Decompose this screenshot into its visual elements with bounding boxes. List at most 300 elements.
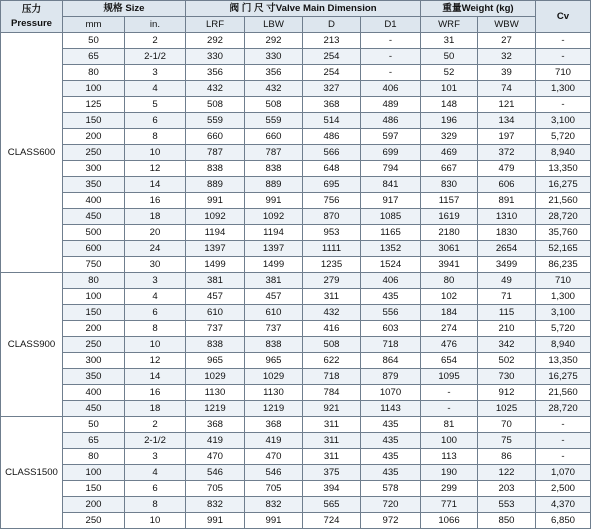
weight-bw-cell: 49 (478, 273, 536, 289)
dim-d1-cell: 489 (361, 97, 421, 113)
size-in-cell: 10 (125, 513, 186, 529)
dim-d1-cell: 1352 (361, 241, 421, 257)
sub-header-lbw: LBW (245, 17, 303, 33)
size-mm-cell: 200 (63, 321, 125, 337)
size-in-cell: 18 (125, 209, 186, 225)
dim-d-cell: 718 (303, 369, 361, 385)
size-mm-cell: 80 (63, 273, 125, 289)
dim-d-cell: 311 (303, 449, 361, 465)
table-row (1, 449, 591, 465)
dim-d-cell: 870 (303, 209, 361, 225)
weight-bw-cell: 71 (478, 289, 536, 305)
cv-value-cell: 710 (536, 65, 591, 81)
dim-d-cell: 508 (303, 337, 361, 353)
length-bw-cell: 991 (245, 513, 303, 529)
weight-bw-cell: 850 (478, 513, 536, 529)
cv-value-cell: 4,370 (536, 497, 591, 513)
cv-value-cell: 28,720 (536, 209, 591, 225)
length-bw-cell: 559 (245, 113, 303, 129)
weight-bw-cell: 1025 (478, 401, 536, 417)
length-bw-cell: 737 (245, 321, 303, 337)
weight-rf-cell: 100 (421, 433, 478, 449)
table-row (1, 225, 591, 241)
table-row (1, 113, 591, 129)
length-bw-cell: 1092 (245, 209, 303, 225)
dim-d1-cell: 917 (361, 193, 421, 209)
weight-bw-cell: 70 (478, 417, 536, 433)
length-rf-cell: 991 (186, 193, 245, 209)
weight-bw-cell: 1310 (478, 209, 536, 225)
weight-rf-cell: 1066 (421, 513, 478, 529)
weight-bw-cell: 197 (478, 129, 536, 145)
weight-rf-cell: 148 (421, 97, 478, 113)
cv-value-cell: 1,300 (536, 81, 591, 97)
cv-value-cell: 13,350 (536, 353, 591, 369)
weight-bw-cell: 479 (478, 161, 536, 177)
dim-d-cell: 724 (303, 513, 361, 529)
dim-d-cell: 327 (303, 81, 361, 97)
table-row (1, 321, 591, 337)
cv-value-cell: 21,560 (536, 193, 591, 209)
dim-d1-cell: 435 (361, 465, 421, 481)
size-in-cell: 12 (125, 161, 186, 177)
cv-value-cell: 16,275 (536, 369, 591, 385)
dim-d1-cell: 841 (361, 177, 421, 193)
size-mm-cell: 50 (63, 33, 125, 49)
dim-d1-cell: 1070 (361, 385, 421, 401)
weight-bw-cell: 502 (478, 353, 536, 369)
length-bw-cell: 368 (245, 417, 303, 433)
dim-d-cell: 432 (303, 305, 361, 321)
weight-rf-cell: 52 (421, 65, 478, 81)
table-row (1, 289, 591, 305)
weight-rf-cell: 80 (421, 273, 478, 289)
size-in-cell: 4 (125, 465, 186, 481)
cv-value-cell: 16,275 (536, 177, 591, 193)
table-row (1, 513, 591, 529)
table-row (1, 385, 591, 401)
table-row (1, 257, 591, 273)
dimension-group-header: 阀 门 尺 寸Valve Main Dimension (186, 1, 421, 17)
length-bw-cell: 660 (245, 129, 303, 145)
weight-bw-cell: 32 (478, 49, 536, 65)
table-row (1, 497, 591, 513)
size-in-cell: 10 (125, 145, 186, 161)
size-mm-cell: 65 (63, 433, 125, 449)
length-bw-cell: 787 (245, 145, 303, 161)
table-body (1, 33, 591, 529)
length-bw-cell: 832 (245, 497, 303, 513)
dim-d-cell: 784 (303, 385, 361, 401)
length-bw-cell: 381 (245, 273, 303, 289)
size-mm-cell: 500 (63, 225, 125, 241)
weight-rf-cell: 113 (421, 449, 478, 465)
dim-d1-cell: 578 (361, 481, 421, 497)
weight-bw-cell: 203 (478, 481, 536, 497)
table-row (1, 161, 591, 177)
cv-value-cell: 3,100 (536, 113, 591, 129)
size-in-cell: 10 (125, 337, 186, 353)
weight-rf-cell: 3061 (421, 241, 478, 257)
length-bw-cell: 1130 (245, 385, 303, 401)
size-mm-cell: 100 (63, 289, 125, 305)
length-rf-cell: 832 (186, 497, 245, 513)
table-row (1, 481, 591, 497)
table-row (1, 193, 591, 209)
sub-header-d: D (303, 17, 361, 33)
dim-d1-cell: 699 (361, 145, 421, 161)
cv-value-cell: - (536, 97, 591, 113)
size-mm-cell: 200 (63, 129, 125, 145)
size-in-cell: 12 (125, 353, 186, 369)
size-in-cell: 14 (125, 369, 186, 385)
length-bw-cell: 330 (245, 49, 303, 65)
table-row (1, 369, 591, 385)
table-row (1, 97, 591, 113)
sub-header-d1: D1 (361, 17, 421, 33)
dim-d1-cell: - (361, 49, 421, 65)
pressure-header-cn: 压力 (21, 3, 42, 15)
dim-d-cell: 254 (303, 65, 361, 81)
size-in-cell: 4 (125, 81, 186, 97)
length-rf-cell: 1194 (186, 225, 245, 241)
length-rf-cell: 381 (186, 273, 245, 289)
weight-rf-cell: 31 (421, 33, 478, 49)
pressure-header-en: Pressure (10, 17, 53, 29)
cv-value-cell: - (536, 49, 591, 65)
cv-value-cell: 21,560 (536, 385, 591, 401)
size-mm-cell: 80 (63, 449, 125, 465)
size-in-cell: 2 (125, 417, 186, 433)
size-in-cell: 6 (125, 481, 186, 497)
length-bw-cell: 419 (245, 433, 303, 449)
size-mm-cell: 100 (63, 465, 125, 481)
size-in-cell: 2-1/2 (125, 49, 186, 65)
size-in-cell: 6 (125, 305, 186, 321)
weight-rf-cell: 476 (421, 337, 478, 353)
size-group-header: 规格 Size (63, 1, 186, 17)
weight-rf-cell: 654 (421, 353, 478, 369)
weight-rf-cell: 190 (421, 465, 478, 481)
size-mm-cell: 65 (63, 49, 125, 65)
weight-rf-cell: - (421, 385, 478, 401)
weight-bw-cell: 74 (478, 81, 536, 97)
dim-d1-cell: 1524 (361, 257, 421, 273)
dim-d1-cell: 1165 (361, 225, 421, 241)
size-mm-cell: 400 (63, 193, 125, 209)
length-rf-cell: 737 (186, 321, 245, 337)
table-row (1, 145, 591, 161)
size-mm-cell: 300 (63, 353, 125, 369)
size-mm-cell: 200 (63, 497, 125, 513)
length-bw-cell: 508 (245, 97, 303, 113)
weight-rf-cell: 2180 (421, 225, 478, 241)
size-in-cell: 2 (125, 33, 186, 49)
length-bw-cell: 610 (245, 305, 303, 321)
cv-value-cell: 86,235 (536, 257, 591, 273)
size-in-cell: 8 (125, 129, 186, 145)
length-rf-cell: 838 (186, 337, 245, 353)
length-bw-cell: 292 (245, 33, 303, 49)
length-bw-cell: 1029 (245, 369, 303, 385)
sub-header-wbw: WBW (478, 17, 536, 33)
table-row (1, 337, 591, 353)
cv-value-cell: - (536, 417, 591, 433)
length-rf-cell: 470 (186, 449, 245, 465)
length-rf-cell: 705 (186, 481, 245, 497)
length-rf-cell: 292 (186, 33, 245, 49)
length-rf-cell: 889 (186, 177, 245, 193)
weight-bw-cell: 2654 (478, 241, 536, 257)
weight-rf-cell: 196 (421, 113, 478, 129)
size-mm-cell: 50 (63, 417, 125, 433)
length-rf-cell: 1092 (186, 209, 245, 225)
size-mm-cell: 300 (63, 161, 125, 177)
cv-value-cell: 13,350 (536, 161, 591, 177)
dim-d1-cell: 435 (361, 417, 421, 433)
length-bw-cell: 432 (245, 81, 303, 97)
weight-bw-cell: 3499 (478, 257, 536, 273)
sub-header-wrf: WRF (421, 17, 478, 33)
length-bw-cell: 991 (245, 193, 303, 209)
weight-bw-cell: 86 (478, 449, 536, 465)
dim-d-cell: 695 (303, 177, 361, 193)
weight-bw-cell: 210 (478, 321, 536, 337)
weight-rf-cell: 50 (421, 49, 478, 65)
dim-d1-cell: 879 (361, 369, 421, 385)
dim-d1-cell: 864 (361, 353, 421, 369)
size-in-cell: 16 (125, 193, 186, 209)
length-rf-cell: 356 (186, 65, 245, 81)
weight-rf-cell: 274 (421, 321, 478, 337)
size-in-cell: 2-1/2 (125, 433, 186, 449)
table-row (1, 177, 591, 193)
weight-rf-cell: 81 (421, 417, 478, 433)
weight-bw-cell: 342 (478, 337, 536, 353)
size-in-cell: 8 (125, 497, 186, 513)
weight-rf-cell: 1619 (421, 209, 478, 225)
weight-rf-cell: 667 (421, 161, 478, 177)
cv-value-cell: - (536, 433, 591, 449)
dim-d-cell: 1235 (303, 257, 361, 273)
pressure-header (1, 1, 63, 33)
dim-d-cell: 648 (303, 161, 361, 177)
dim-d1-cell: 435 (361, 433, 421, 449)
length-rf-cell: 419 (186, 433, 245, 449)
cv-value-cell: 1,070 (536, 465, 591, 481)
size-mm-cell: 150 (63, 113, 125, 129)
length-bw-cell: 838 (245, 337, 303, 353)
weight-rf-cell: 102 (421, 289, 478, 305)
weight-bw-cell: 115 (478, 305, 536, 321)
dim-d-cell: 254 (303, 49, 361, 65)
table-row (1, 465, 591, 481)
length-rf-cell: 1397 (186, 241, 245, 257)
length-bw-cell: 546 (245, 465, 303, 481)
table-row (1, 353, 591, 369)
length-bw-cell: 965 (245, 353, 303, 369)
weight-rf-cell: 184 (421, 305, 478, 321)
size-in-cell: 3 (125, 449, 186, 465)
cv-value-cell: 52,165 (536, 241, 591, 257)
length-bw-cell: 1397 (245, 241, 303, 257)
size-in-cell: 24 (125, 241, 186, 257)
dim-d-cell: 416 (303, 321, 361, 337)
length-rf-cell: 787 (186, 145, 245, 161)
sub-header-in: in. (125, 17, 186, 33)
length-bw-cell: 838 (245, 161, 303, 177)
cv-value-cell: 1,300 (536, 289, 591, 305)
table-row (1, 417, 591, 433)
dim-d1-cell: 603 (361, 321, 421, 337)
cv-value-cell: - (536, 33, 591, 49)
size-in-cell: 20 (125, 225, 186, 241)
weight-bw-cell: 606 (478, 177, 536, 193)
table-row (1, 129, 591, 145)
dim-d-cell: 1111 (303, 241, 361, 257)
dim-d-cell: 514 (303, 113, 361, 129)
dim-d-cell: 213 (303, 33, 361, 49)
table-row (1, 65, 591, 81)
size-mm-cell: 750 (63, 257, 125, 273)
length-rf-cell: 965 (186, 353, 245, 369)
size-mm-cell: 80 (63, 65, 125, 81)
size-in-cell: 3 (125, 65, 186, 81)
dim-d-cell: 921 (303, 401, 361, 417)
weight-rf-cell: 3941 (421, 257, 478, 273)
size-mm-cell: 450 (63, 209, 125, 225)
dim-d1-cell: 435 (361, 449, 421, 465)
table-row (1, 49, 591, 65)
length-rf-cell: 330 (186, 49, 245, 65)
cv-value-cell: 8,940 (536, 337, 591, 353)
dim-d1-cell: 1143 (361, 401, 421, 417)
pressure-class-label: CLASS1500 (1, 417, 63, 529)
length-bw-cell: 889 (245, 177, 303, 193)
size-in-cell: 16 (125, 385, 186, 401)
dim-d-cell: 622 (303, 353, 361, 369)
cv-value-cell: 28,720 (536, 401, 591, 417)
dim-d-cell: 394 (303, 481, 361, 497)
table-row (1, 433, 591, 449)
table-row (1, 241, 591, 257)
length-rf-cell: 508 (186, 97, 245, 113)
weight-rf-cell: 1095 (421, 369, 478, 385)
dim-d-cell: 565 (303, 497, 361, 513)
size-in-cell: 18 (125, 401, 186, 417)
dim-d-cell: 953 (303, 225, 361, 241)
weight-bw-cell: 75 (478, 433, 536, 449)
pressure-class-label: CLASS600 (1, 33, 63, 273)
size-mm-cell: 400 (63, 385, 125, 401)
dim-d-cell: 375 (303, 465, 361, 481)
size-in-cell: 5 (125, 97, 186, 113)
weight-rf-cell: 101 (421, 81, 478, 97)
dim-d-cell: 486 (303, 129, 361, 145)
dim-d-cell: 311 (303, 433, 361, 449)
length-rf-cell: 838 (186, 161, 245, 177)
sub-header-mm: mm (63, 17, 125, 33)
weight-bw-cell: 121 (478, 97, 536, 113)
dim-d-cell: 566 (303, 145, 361, 161)
length-bw-cell: 1499 (245, 257, 303, 273)
table-row (1, 273, 591, 289)
weight-rf-cell: 299 (421, 481, 478, 497)
table-row (1, 81, 591, 97)
size-mm-cell: 250 (63, 145, 125, 161)
size-in-cell: 14 (125, 177, 186, 193)
dim-d-cell: 311 (303, 289, 361, 305)
size-in-cell: 30 (125, 257, 186, 273)
dim-d1-cell: 406 (361, 81, 421, 97)
size-mm-cell: 450 (63, 401, 125, 417)
size-mm-cell: 100 (63, 81, 125, 97)
weight-bw-cell: 912 (478, 385, 536, 401)
size-in-cell: 4 (125, 289, 186, 305)
length-rf-cell: 1219 (186, 401, 245, 417)
dim-d1-cell: 794 (361, 161, 421, 177)
table-row (1, 33, 591, 49)
weight-bw-cell: 891 (478, 193, 536, 209)
cv-value-cell: - (536, 449, 591, 465)
dim-d1-cell: 556 (361, 305, 421, 321)
length-rf-cell: 368 (186, 417, 245, 433)
length-bw-cell: 1194 (245, 225, 303, 241)
table-row (1, 305, 591, 321)
dim-d1-cell: 718 (361, 337, 421, 353)
dim-d-cell: 756 (303, 193, 361, 209)
dim-d1-cell: 972 (361, 513, 421, 529)
dim-d1-cell: 406 (361, 273, 421, 289)
length-rf-cell: 546 (186, 465, 245, 481)
length-rf-cell: 610 (186, 305, 245, 321)
size-in-cell: 3 (125, 273, 186, 289)
size-in-cell: 6 (125, 113, 186, 129)
weight-bw-cell: 372 (478, 145, 536, 161)
cv-header: Cv (536, 1, 591, 33)
weight-rf-cell: 771 (421, 497, 478, 513)
weight-rf-cell: 469 (421, 145, 478, 161)
dim-d1-cell: 1085 (361, 209, 421, 225)
length-rf-cell: 660 (186, 129, 245, 145)
cv-value-cell: 6,850 (536, 513, 591, 529)
size-mm-cell: 150 (63, 305, 125, 321)
weight-group-header: 重量Weight (kg) (421, 1, 536, 17)
cv-value-cell: 5,720 (536, 129, 591, 145)
length-bw-cell: 356 (245, 65, 303, 81)
weight-bw-cell: 122 (478, 465, 536, 481)
length-bw-cell: 470 (245, 449, 303, 465)
weight-bw-cell: 553 (478, 497, 536, 513)
table-row (1, 209, 591, 225)
weight-rf-cell: 329 (421, 129, 478, 145)
weight-rf-cell: - (421, 401, 478, 417)
dim-d-cell: 279 (303, 273, 361, 289)
length-bw-cell: 705 (245, 481, 303, 497)
length-rf-cell: 991 (186, 513, 245, 529)
weight-bw-cell: 39 (478, 65, 536, 81)
length-rf-cell: 1499 (186, 257, 245, 273)
cv-value-cell: 710 (536, 273, 591, 289)
weight-bw-cell: 134 (478, 113, 536, 129)
table-row (1, 401, 591, 417)
length-bw-cell: 457 (245, 289, 303, 305)
size-mm-cell: 125 (63, 97, 125, 113)
dim-d1-cell: 435 (361, 289, 421, 305)
cv-value-cell: 2,500 (536, 481, 591, 497)
dim-d-cell: 311 (303, 417, 361, 433)
weight-bw-cell: 730 (478, 369, 536, 385)
